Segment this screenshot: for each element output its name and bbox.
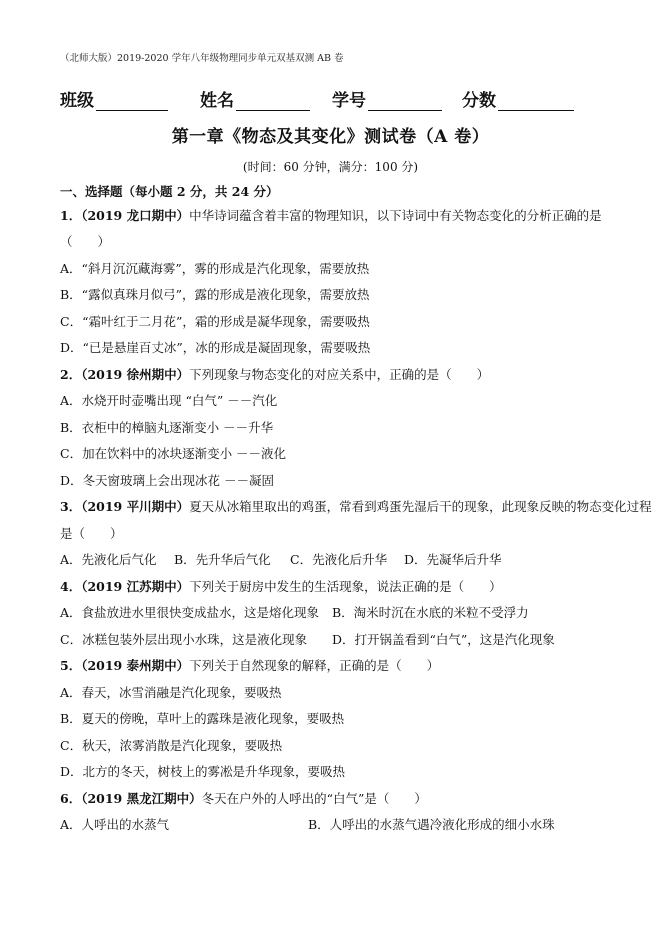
class-label: 班级 xyxy=(60,91,94,111)
question-number: 4． xyxy=(60,579,82,594)
question-source: （2019 江苏期中） xyxy=(81,579,190,594)
question-2-option-d: D．冬天窗玻璃上会出现冰花 －－凝固 xyxy=(60,473,274,488)
section-heading: 一、选择题（每小题 2 分，共 24 分） xyxy=(60,184,279,199)
question-2-option-b: B．衣柜中的樟脑丸逐渐变小 －－升华 xyxy=(60,420,274,435)
question-5-option-b: B．夏天的傍晚，草叶上的露珠是液化现象，要吸热 xyxy=(60,711,345,726)
question-5-stem xyxy=(60,658,439,674)
question-3-stem xyxy=(60,499,652,515)
question-2-option-a: A．水烧开时壶嘴出现 “白气” －－汽化 xyxy=(60,393,278,408)
question-1-option-d: D．“已是悬崖百丈冰”，冰的形成是凝固现象，需要吸热 xyxy=(60,340,371,355)
class-field xyxy=(60,86,168,111)
question-3-stem-cont: 是（ ） xyxy=(60,526,123,541)
question-4-options-row-1 xyxy=(60,605,600,621)
student-id-field xyxy=(332,86,442,111)
score-field xyxy=(462,86,574,111)
student-id-blank[interactable] xyxy=(368,92,442,111)
exam-title: 第一章《物态及其变化》测试卷（A 卷） xyxy=(171,127,490,147)
question-4-option-a: A．食盐放进水里很快变成盐水，这是熔化现象 xyxy=(60,605,320,620)
question-2-stem xyxy=(60,367,489,383)
question-3-options-row xyxy=(60,552,600,568)
score-label: 分数 xyxy=(462,91,496,111)
question-source: （2019 泰州期中） xyxy=(81,658,190,673)
question-number: 1． xyxy=(60,208,82,223)
question-6-options-row xyxy=(60,817,600,833)
question-source: （2019 徐州期中） xyxy=(81,367,190,382)
question-6-stem xyxy=(60,791,427,807)
name-label: 姓名 xyxy=(200,91,234,111)
question-3-option-c: C．先液化后升华 xyxy=(290,552,388,567)
question-4-option-c: C．冰糕包装外层出现小水珠，这是液化现象 xyxy=(60,632,308,647)
name-field xyxy=(200,86,310,111)
question-6-option-a: A．人呼出的水蒸气 xyxy=(60,817,170,832)
question-1-stem xyxy=(60,208,602,224)
question-number: 6． xyxy=(60,791,82,806)
question-text: 中华诗词蕴含着丰富的物理知识，以下诗词中有关物态变化的分析正确的是 xyxy=(189,208,602,223)
question-2-option-c: C．加在饮料中的冰块逐渐变小 －－液化 xyxy=(60,446,287,461)
question-1-option-a: A．“斜月沉沉藏海雾”，雾的形成是汽化现象，需要放热 xyxy=(60,261,370,276)
score-blank[interactable] xyxy=(498,92,574,111)
question-source: （2019 龙口期中） xyxy=(81,208,190,223)
question-number: 3． xyxy=(60,499,82,514)
question-4-options-row-2 xyxy=(60,632,600,648)
question-5-option-a: A．春天，冰雪消融是汽化现象，要吸热 xyxy=(60,685,282,700)
question-3-option-d: D．先凝华后升华 xyxy=(404,552,502,567)
question-1-option-c: C．“霜叶红于二月花”，霜的形成是凝华现象，需要吸热 xyxy=(60,314,370,329)
question-4-option-d: D．打开锅盖看到“白气”，这是汽化现象 xyxy=(332,632,555,647)
student-id-label: 学号 xyxy=(332,91,366,111)
question-3-option-a: A．先液化后气化 xyxy=(60,552,157,567)
question-text: 冬天在户外的人呼出的“白气”是（ ） xyxy=(201,791,427,806)
question-1-option-b: B．“露似真珠月似弓”，露的形成是液化现象，需要放热 xyxy=(60,287,370,302)
student-info-row xyxy=(60,86,590,112)
question-3-option-b: B．先升华后气化 xyxy=(174,552,271,567)
name-blank[interactable] xyxy=(236,92,310,111)
question-text: 下列关于厨房中发生的生活现象，说法正确的是（ ） xyxy=(189,579,502,594)
question-source: （2019 黑龙江期中） xyxy=(81,791,202,806)
class-blank[interactable] xyxy=(96,92,168,111)
question-4-option-b: B．淘米时沉在水底的米粒不受浮力 xyxy=(332,605,529,620)
header-note: （北师大版）2019-2020 学年八年级物理同步单元双基双测 AB 卷 xyxy=(60,53,344,64)
question-5-option-c: C．秋天，浓雾消散是汽化现象，要吸热 xyxy=(60,738,283,753)
question-text: 下列关于自然现象的解释，正确的是（ ） xyxy=(189,658,440,673)
exam-subtitle: (时间：60 分钟，满分：100 分) xyxy=(242,160,419,174)
question-text: 夏天从冰箱里取出的鸡蛋，常看到鸡蛋先湿后干的现象，此现象反映的物态变化过程 xyxy=(189,499,652,514)
question-number: 2． xyxy=(60,367,82,382)
question-source: （2019 平川期中） xyxy=(81,499,190,514)
question-5-option-d: D．北方的冬天，树枝上的雾凇是升华现象，要吸热 xyxy=(60,764,346,779)
question-6-option-b: B．人呼出的水蒸气遇冷液化形成的细小水珠 xyxy=(308,817,555,832)
question-number: 5． xyxy=(60,658,82,673)
question-text: 下列现象与物态变化的对应关系中，正确的是（ ） xyxy=(189,367,490,382)
question-4-stem xyxy=(60,579,502,595)
question-1-stem-cont: （ ） xyxy=(60,234,111,249)
